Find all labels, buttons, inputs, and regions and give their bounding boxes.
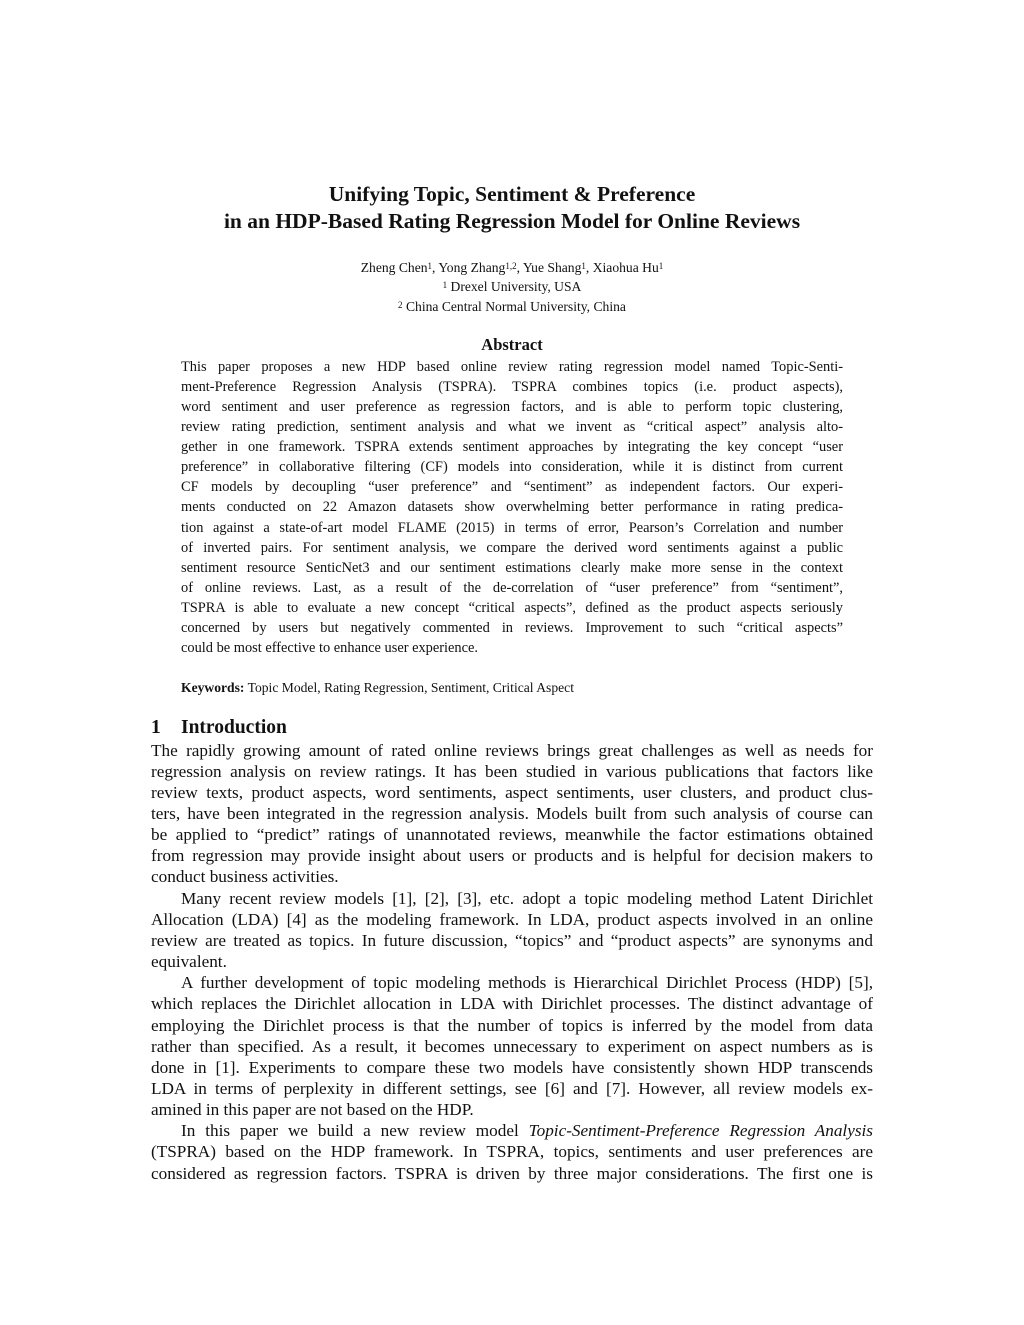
paragraph-line: A further development of topic modeling methods is Hierarchical Dirichlet Process (HDP) [5], [181, 973, 873, 993]
paragraph-line: which replaces the Dirichlet allocation in LDA with Dirichlet processes. The distinct advantage of [151, 994, 873, 1014]
affiliation-1 [0, 277, 1024, 297]
paragraph-line: LDA in terms of perplexity in different settings, see [6] and [7]. However, all review models ex- [151, 1079, 873, 1098]
author-affiliation-mark: 1 [658, 261, 664, 271]
abstract-line: ment-Preference Regression Analysis (TSPRA). TSPRA combines topics (i.e. product aspects), [181, 379, 843, 396]
paragraph-line: review are treated as topics. In future discussion, “topics” and “product aspects” are synonyms and [151, 930, 873, 950]
paragraph-line: regression analysis on review ratings. It has been studied in various publications that factors like [151, 761, 873, 781]
paragraph-line: employing the Dirichlet process is that the number of topics is inferred by the model from data [151, 1015, 873, 1035]
paragraph [151, 1120, 873, 1183]
keywords-label: Keywords: [181, 680, 245, 695]
abstract-line: CF models by decoupling “user preference” and “sentiment” as independent factors. Our experi- [181, 479, 843, 496]
abstract-line: tion against a state-of-art model FLAME (2015) in terms of error, Pearson’s Correlation and number [181, 519, 843, 536]
paper-title-line-1: Unifying Topic, Sentiment & Preference [328, 182, 696, 206]
paragraph-line: be applied to “predict” ratings of unannotated reviews, meanwhile the factor estimations obtained [151, 825, 873, 845]
section-number: 1 [151, 717, 161, 738]
paragraph-line: amined in this paper are not based on the HDP. [151, 1100, 474, 1120]
paragraph-line: review texts, product aspects, word sentiments, aspect sentiments, user clusters, and product clus- [151, 782, 873, 802]
introduction-body [151, 740, 873, 1184]
author-list: Zheng Chen$^1$, Yong Zhang$^{1,2}$, Yue Shang$^1$, Xiaohua Hu$^1$ [360, 260, 664, 275]
paragraph-line: ters, have been integrated in the regression analysis. Models built from such analysis of course can [151, 803, 873, 823]
paragraph [151, 972, 873, 1120]
paragraph-line: conduct business activities. [151, 867, 339, 887]
author-name: Zheng Chen [360, 260, 428, 275]
section-title: Introduction [181, 717, 287, 738]
abstract-line: gether in one framework. TSPRA extends sentiment approaches by integrating the key concept “user [181, 439, 843, 456]
author-name: Xiaohua Hu [592, 260, 659, 275]
abstract-body [181, 357, 843, 658]
author-affiliation-mark: 1 [581, 261, 586, 271]
keywords [181, 680, 574, 696]
abstract-line: preference” in collaborative filtering (CF) models into consideration, while it is distinct from current [181, 459, 843, 476]
author-name: Yong Zhang [438, 260, 506, 275]
paragraph-line: done in [1]. Experiments to compare these two models have consistently shown HDP transcends [151, 1057, 873, 1077]
italic-term: Topic-Sentiment-Preference Regression Analysis [528, 1121, 873, 1141]
abstract-line: review rating prediction, sentiment analysis and what we invent as “critical aspect” analysis alto- [181, 419, 843, 436]
abstract-line: TSPRA is able to evaluate a new concept “critical aspects”, defined as the product aspects seriously [181, 599, 843, 616]
paragraph-line: from regression may provide insight about users or products and is helpful for decision makers to [151, 846, 873, 866]
paragraph [151, 888, 873, 973]
paragraph-line: Many recent review models [1], [2], [3], etc. adopt a topic modeling method Latent Dirichlet [181, 888, 873, 908]
abstract-line: of online reviews. Last, as a result of the de-correlation of “user preference” from “sentiment”, [181, 579, 843, 596]
paper-title-line-2: in an HDP-Based Rating Regression Model for Online Reviews [223, 209, 801, 233]
abstract-line: of inverted pairs. For sentiment analysis, we compare the derived word sentiments against a public [181, 539, 843, 556]
section-heading [151, 717, 287, 739]
paragraph-line: The rapidly growing amount of rated online reviews brings great challenges as well as needs for [151, 740, 873, 760]
paragraph-line: (TSPRA) based on the HDP framework. In TSPRA, topics, sentiments and user preferences are [151, 1142, 873, 1162]
affiliation-number: 1 [442, 280, 448, 290]
abstract-heading: Abstract [481, 335, 543, 354]
affiliation-text: Drexel University, USA [450, 279, 582, 294]
paragraph-line: Allocation (LDA) [4] as the modeling framework. In LDA, product aspects involved in an online [151, 909, 873, 929]
affiliation-text: China Central Normal University, China [405, 299, 626, 314]
paragraph-line: equivalent. [151, 952, 227, 972]
paragraph [151, 740, 873, 888]
author-affiliation-mark: 1,2 [505, 261, 517, 271]
author-affiliation-mark: 1 [427, 261, 433, 271]
abstract-line: sentiment resource SenticNet3 and our sentiment estimations clearly make more sense in the context [181, 559, 843, 576]
abstract-line: ments conducted on 22 Amazon datasets show overwhelming better performance in rating predica- [181, 499, 843, 516]
paragraph-line: considered as regression factors. TSPRA is driven by three major considerations. The first one is [151, 1163, 873, 1183]
abstract-line: could be most effective to enhance user experience. [181, 639, 479, 656]
abstract-line: word sentiment and user preference as regression factors, and is able to perform topic clustering, [181, 399, 843, 416]
affiliation-number: 2 [398, 300, 403, 310]
abstract-line: This paper proposes a new HDP based online review rating regression model named Topic-Senti- [181, 359, 843, 375]
abstract-line: concerned by users but negatively commented in reviews. Improvement to such “critical aspects” [181, 619, 843, 636]
author-name: Yue Shang [522, 260, 582, 275]
paragraph-line [151, 1120, 873, 1141]
keywords-text: Topic Model, Rating Regression, Sentiment, Critical Aspect [247, 680, 574, 695]
affiliation-2 [0, 297, 1024, 317]
paragraph-line: rather than specified. As a result, it becomes unnecessary to experiment on aspect numbers as is [151, 1036, 873, 1056]
text-segment: In this paper we build a new review model [181, 1121, 529, 1141]
